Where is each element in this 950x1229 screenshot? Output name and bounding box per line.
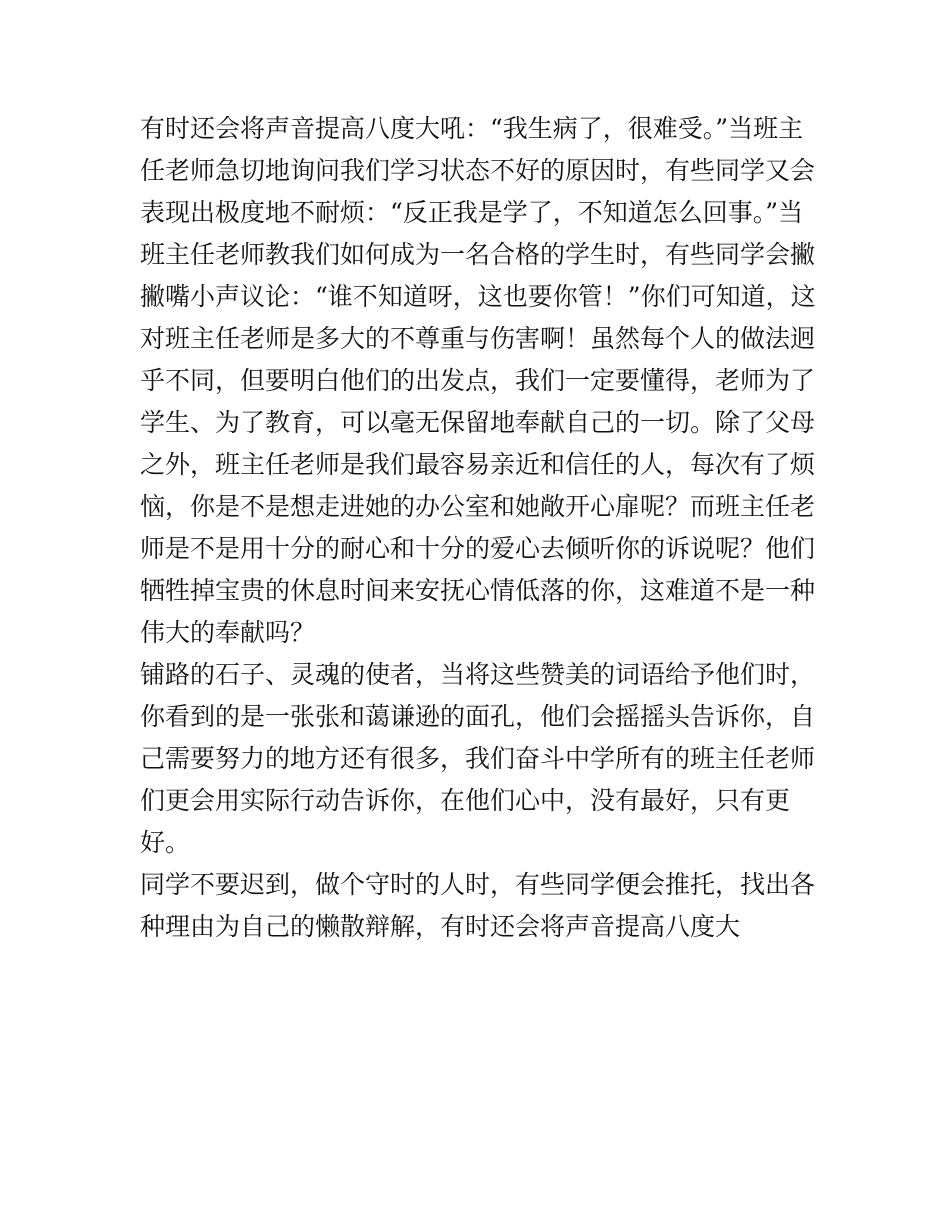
text-line: 们更会用实际行动告诉你，在他们心中，没有最好，只有更	[140, 786, 791, 815]
body-text	[140, 108, 820, 948]
text-line: 有时还会将声音提高八度大吼：“我生病了，很难受。”当班主	[140, 114, 804, 143]
text-line: 铺路的石子、灵魂的使者，当将这些赞美的词语给予他们时，	[140, 660, 816, 689]
text-line: 学生、为了教育，可以毫无保留地奉献自己的一切。除了父母	[140, 408, 816, 437]
text-line: 表现出极度地不耐烦：“反正我是学了，不知道怎么回事。”当	[140, 198, 804, 227]
text-line: 你看到的是一张张和蔼谦逊的面孔，他们会摇摇头告诉你，自	[140, 702, 816, 731]
text-line: 班主任老师教我们如何成为一名合格的学生时，有些同学会撇	[140, 240, 816, 269]
text-line: 任老师急切地询问我们学习状态不好的原因时，有些同学又会	[140, 156, 816, 185]
text-line: 好。	[140, 828, 191, 857]
text-line: 伟大的奉献吗？	[140, 618, 316, 647]
text-line: 师是不是用十分的耐心和十分的爱心去倾听你的诉说呢？他们	[140, 534, 816, 563]
text-line: 恼，你是不是想走进她的办公室和她敞开心扉呢？而班主任老	[140, 492, 816, 521]
text-line: 牺牲掉宝贵的休息时间来安抚心情低落的你，这难道不是一种	[140, 576, 816, 605]
text-line: 己需要努力的地方还有很多，我们奋斗中学所有的班主任老师	[140, 744, 816, 773]
text-line: 同学不要迟到，做个守时的人时，有些同学便会推托，找出各	[140, 870, 816, 899]
text-line: 对班主任老师是多大的不尊重与伤害啊！虽然每个人的做法迥	[140, 324, 816, 353]
text-line: 之外，班主任老师是我们最容易亲近和信任的人，每次有了烦	[140, 450, 816, 479]
text-line: 撇嘴小声议论：“谁不知道呀，这也要你管！”你们可知道，这	[140, 282, 816, 311]
text-line: 乎不同，但要明白他们的出发点，我们一定要懂得，老师为了	[140, 366, 816, 395]
text-line: 种理由为自己的懒散辩解，有时还会将声音提高八度大	[140, 912, 741, 941]
